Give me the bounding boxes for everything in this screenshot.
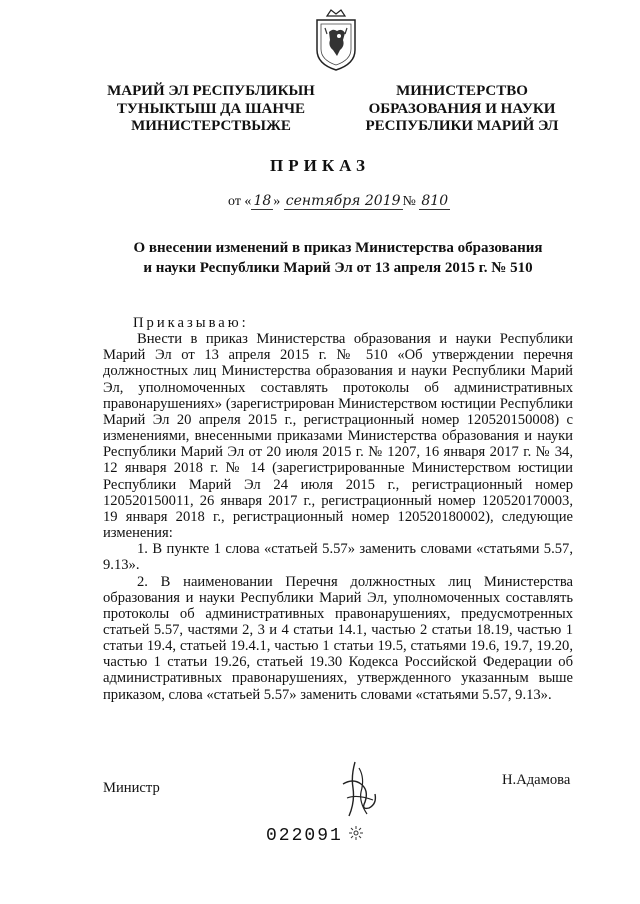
date-month-year: сентября 2019	[285, 193, 401, 209]
ministry-header-mari	[92, 83, 330, 136]
body-paragraph-3: 2. В наименовании Перечня должностных лиц Министерства образования и науки Республики Марий Эл, уполномоченных составлять протоколы об административных правонарушениях, предусмотренных статьей 5.57, частями 2, 3 и 4 статьи 14.1, частью 2 статьи 18.19, частью 1 статьи 19.4, статьей 19.4.1, частью 1 статьи 19.5, статьями 19.6, 19.7, 19.20, частью 1 статьи 19.26, статьей 19.30 Кодекса Российской Федерации об административных правонарушениях, утвержденного указанным выше приказом, слова «статьей 5.57» заменить словами «статьями 5.57, 9.13».	[103, 573, 573, 703]
handwritten-signature	[335, 758, 385, 820]
order-subject	[88, 238, 588, 278]
order-date-line	[228, 193, 450, 210]
form-serial-number: 022091	[266, 826, 343, 846]
header-left-line-2: ТУНЫКТЫШ ДА ШАНЧЕ	[116, 100, 306, 117]
ministry-header-russian	[353, 83, 571, 136]
number-sign: №	[402, 194, 416, 209]
header-right-line-3: РЕСПУБЛИКИ МАРИЙ ЭЛ	[365, 118, 559, 134]
subject-line-2: и науки Республики Марий Эл от 13 апреля 2015 г. № 510	[143, 260, 533, 276]
subject-line-1: О внесении изменений в приказ Министерства образования	[133, 240, 543, 256]
security-rosette-icon	[349, 826, 363, 840]
order-word: Приказываю:	[133, 315, 249, 331]
header-right-line-2: ОБРАЗОВАНИЯ И НАУКИ	[368, 100, 556, 117]
signer-position: Министр	[103, 780, 160, 796]
date-day: 18	[253, 193, 272, 209]
body-paragraph-1: Внести в приказ Министерства образования и науки Республики Марий Эл от 13 апреля 2015 г. № 510 «Об утверждении перечня должностных лиц Министерства образования и науки Республики Марий Эл, уполномоченных составлять протоколы об административных правонарушениях» (зарегистрирован Министерством юстиции Республики Марий Эл 20 апреля 2015 г., регистрационный номер 120520150008) с изменениями, внесенными приказами Министерства образования и науки Республики Марий Эл от 20 июля 2015 г. № 1207, 16 января 2017 г. № 34, 12 января 2018 г. № 14 (зарегистрированные Министерством юстиции Республики Марий Эл 24 июля 2015 г., регистрационный номер 120520150011, 26 января 2017 г., регистрационный номер 120520170003, 19 января 2018 г., регистрационный номер 120520180002), следующие изменения:	[103, 331, 573, 542]
date-mid: »	[273, 194, 281, 209]
signer-name: Н.Адамова	[502, 772, 571, 788]
date-prefix: от «	[228, 194, 252, 209]
header-left-line-3: МИНИСТЕРСТВЫЖЕ	[131, 118, 291, 134]
order-number: 810	[421, 193, 449, 209]
order-body	[103, 315, 573, 703]
header-left-line-1: МАРИЙ ЭЛ РЕСПУБЛИКЫН	[107, 83, 315, 99]
header-right-line-1: МИНИСТЕРСТВО	[396, 83, 528, 99]
coat-of-arms-icon	[309, 6, 363, 74]
document-title: ПРИКАЗ	[270, 156, 370, 175]
body-paragraph-2: 1. В пункте 1 слова «статьей 5.57» заменить словами «статьями 5.57, 9.13».	[103, 541, 573, 574]
